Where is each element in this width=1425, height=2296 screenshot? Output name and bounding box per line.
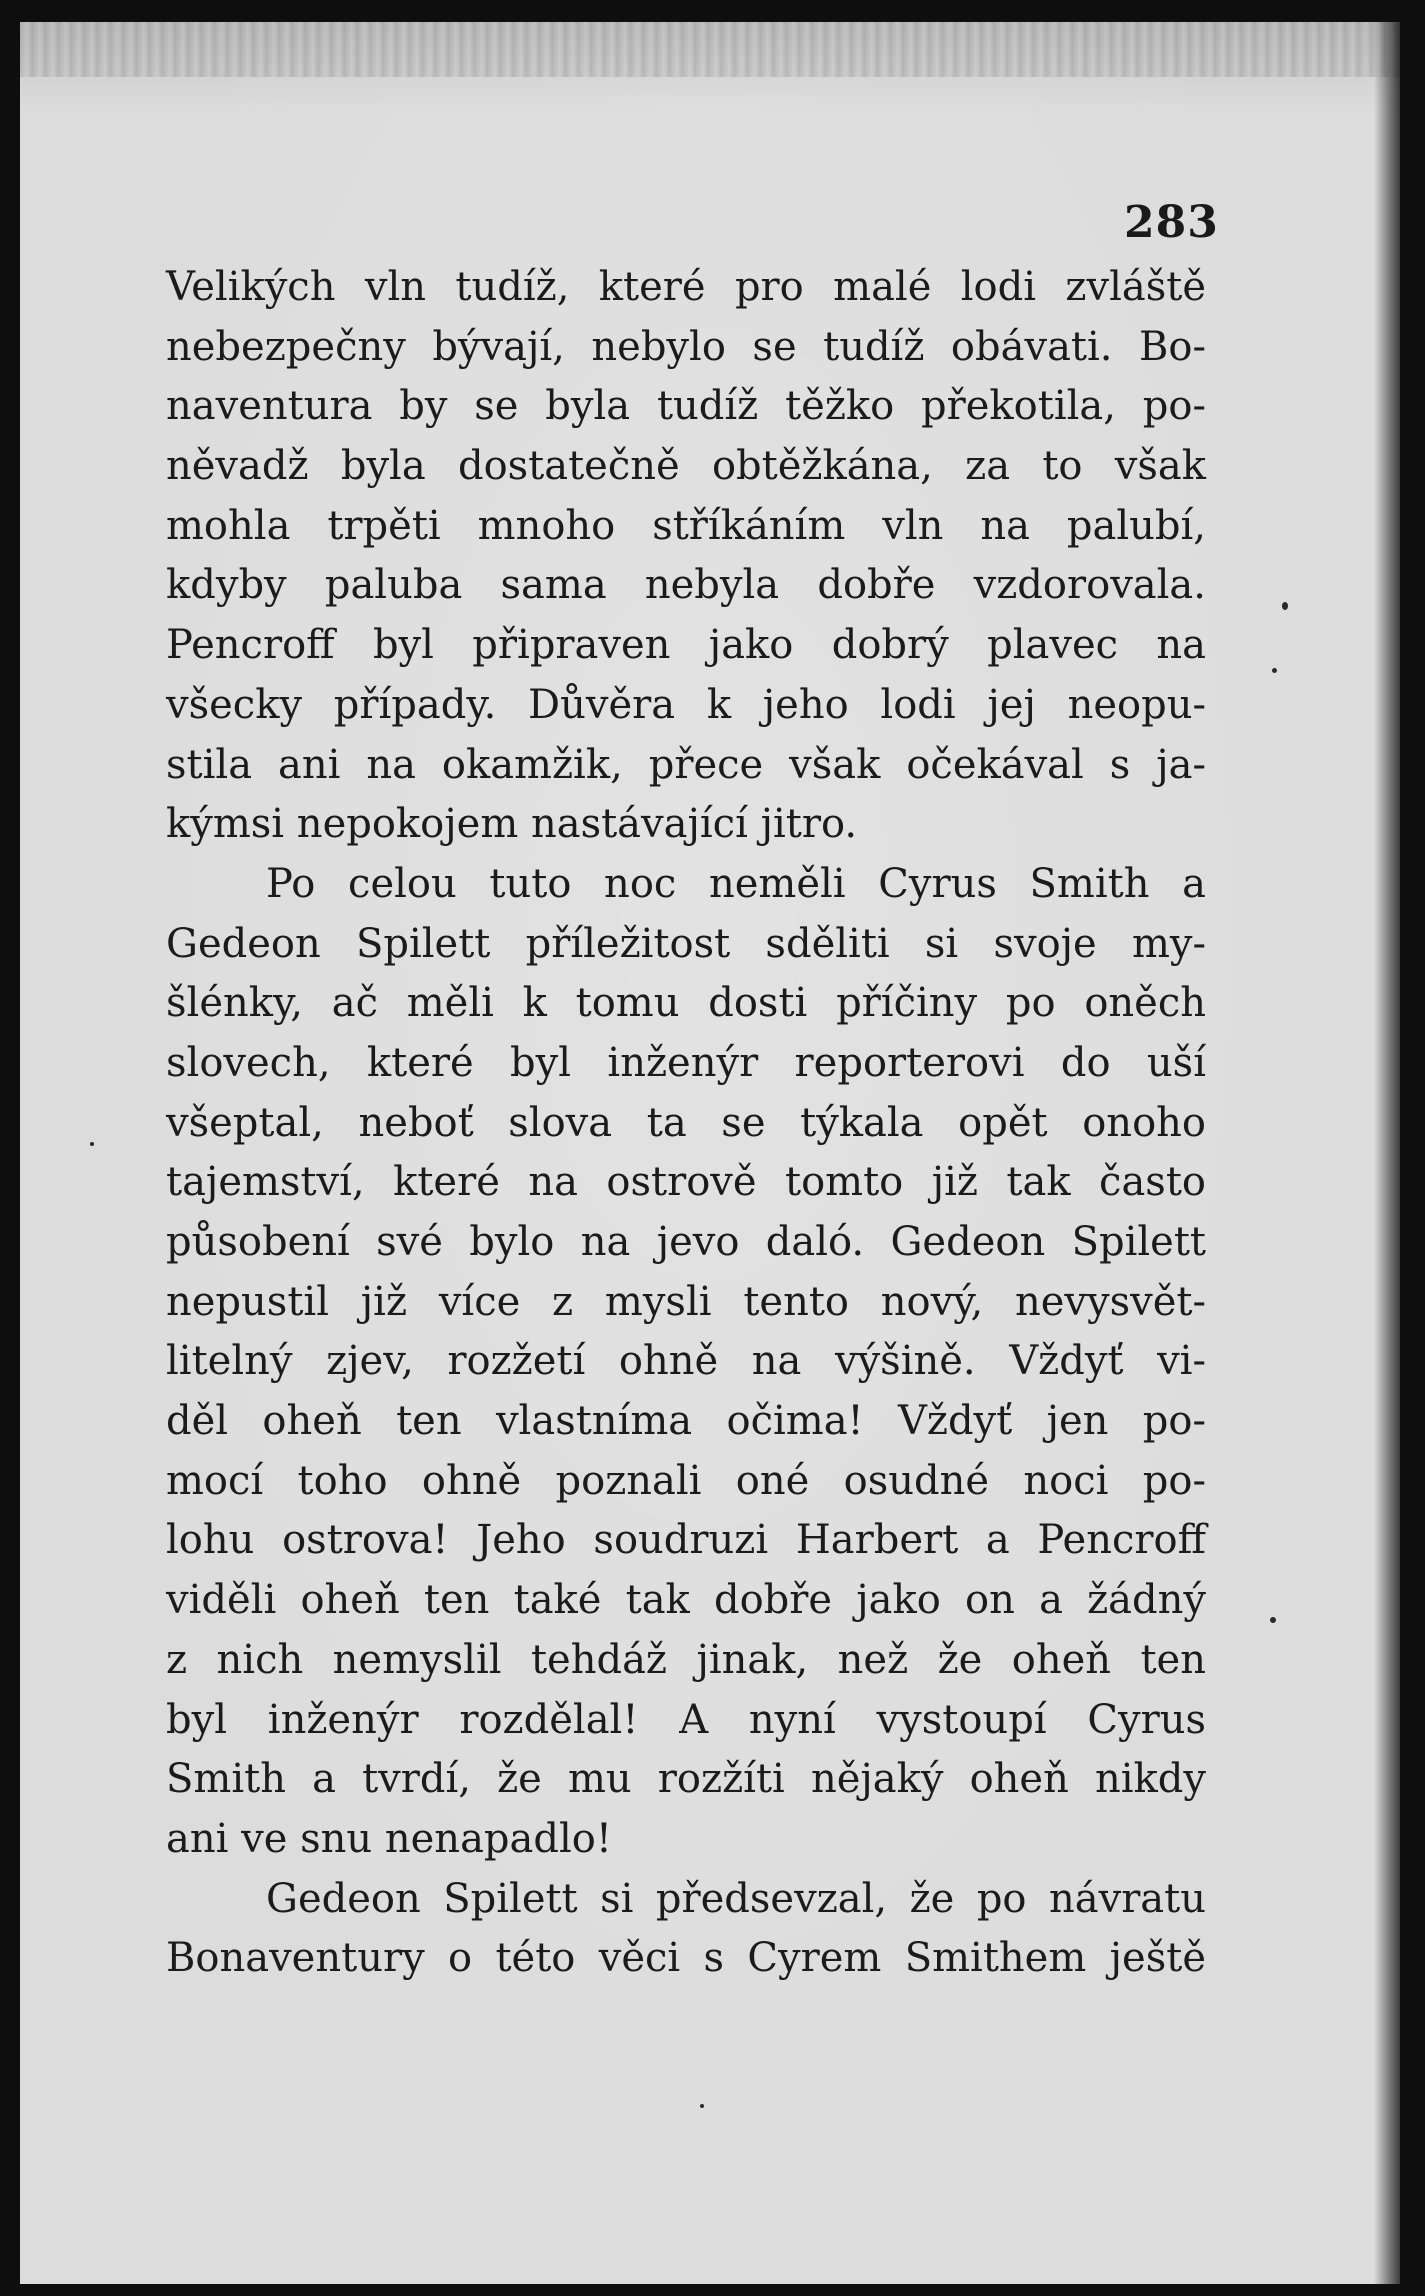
text-line: nepustil již více z mysli tento nový, nevysvět- (166, 1278, 1206, 1325)
text-line: litelný zjev, rozžetí ohně na výšině. Vždyť vi- (166, 1338, 1206, 1385)
ink-speck (1282, 602, 1288, 610)
text-line: nebezpečny bývají, nebylo se tudíž obávati. Bo- (166, 323, 1206, 370)
text-line: Smith a tvrdí, že mu rozžíti nějaký oheň nikdy (166, 1756, 1206, 1803)
text-line: Pencroff byl připraven jako dobrý plavec na (166, 622, 1206, 669)
page-top-edge (20, 22, 1400, 77)
text-line: lohu ostrova! Jeho soudruzi Harbert a Pencroff (166, 1517, 1206, 1564)
ink-speck (700, 2104, 704, 2108)
paragraph-first-line: Po celou tuto noc neměli Cyrus Smith a (266, 860, 1206, 907)
text-line: Gedeon Spilett příležitost sděliti si svoje my- (166, 920, 1206, 967)
text-line: tajemství, které na ostrově tomto již tak často (166, 1159, 1206, 1206)
text-line: kdyby paluba sama nebyla dobře vzdorovala. (166, 562, 1206, 609)
ink-speck (90, 1142, 94, 1146)
text-line: všeptal, neboť slova ta se týkala opět onoho (166, 1099, 1206, 1146)
text-line: šlénky, ač měli k tomu dosti příčiny po oněch (166, 980, 1206, 1027)
body-text (166, 258, 1206, 1989)
page-right-edge (1374, 22, 1400, 2284)
paragraph-last-line: kýmsi nepokojem nastávající jitro. (166, 801, 858, 848)
text-line: viděli oheň ten také tak dobře jako on a žádný (166, 1577, 1206, 1624)
text-line: všecky případy. Důvěra k jeho lodi jej neopu- (166, 681, 1206, 728)
page-number: 283 (1124, 197, 1219, 248)
text-line: naventura by se byla tudíž těžko překotila, po- (166, 383, 1206, 430)
text-line: mocí toho ohně poznali oné osudné noci po- (166, 1457, 1206, 1504)
book-page (20, 22, 1400, 2284)
text-line: Velikých vln tudíž, které pro malé lodi zvláště (166, 264, 1206, 310)
text-line: něvadž byla dostatečně obtěžkána, za to však (166, 443, 1206, 490)
text-line: slovech, které byl inženýr reporterovi do uší (166, 1039, 1206, 1086)
ink-speck (1272, 668, 1277, 673)
text-line: z nich nemyslil tehdáž jinak, než že oheň ten (166, 1636, 1206, 1683)
text-line: Bonaventury o této věci s Cyrem Smithem ještě (166, 1935, 1206, 1982)
paragraph-first-line: Gedeon Spilett si předsevzal, že po návratu (266, 1875, 1206, 1922)
text-line: mohla trpěti mnoho stříkáním vln na palubí, (166, 502, 1206, 549)
text-line: stila ani na okamžik, přece však očekával s ja- (166, 741, 1206, 788)
ink-speck (1270, 1617, 1276, 1623)
text-line: působení své bylo na jevo daló. Gedeon Spilett (166, 1219, 1206, 1265)
paragraph-last-line: ani ve snu nenapadlo! (166, 1815, 612, 1862)
text-line: byl inženýr rozdělal! A nyní vystoupí Cyrus (166, 1696, 1206, 1743)
text-line: děl oheň ten vlastníma očima! Vždyť jen po- (166, 1398, 1206, 1445)
